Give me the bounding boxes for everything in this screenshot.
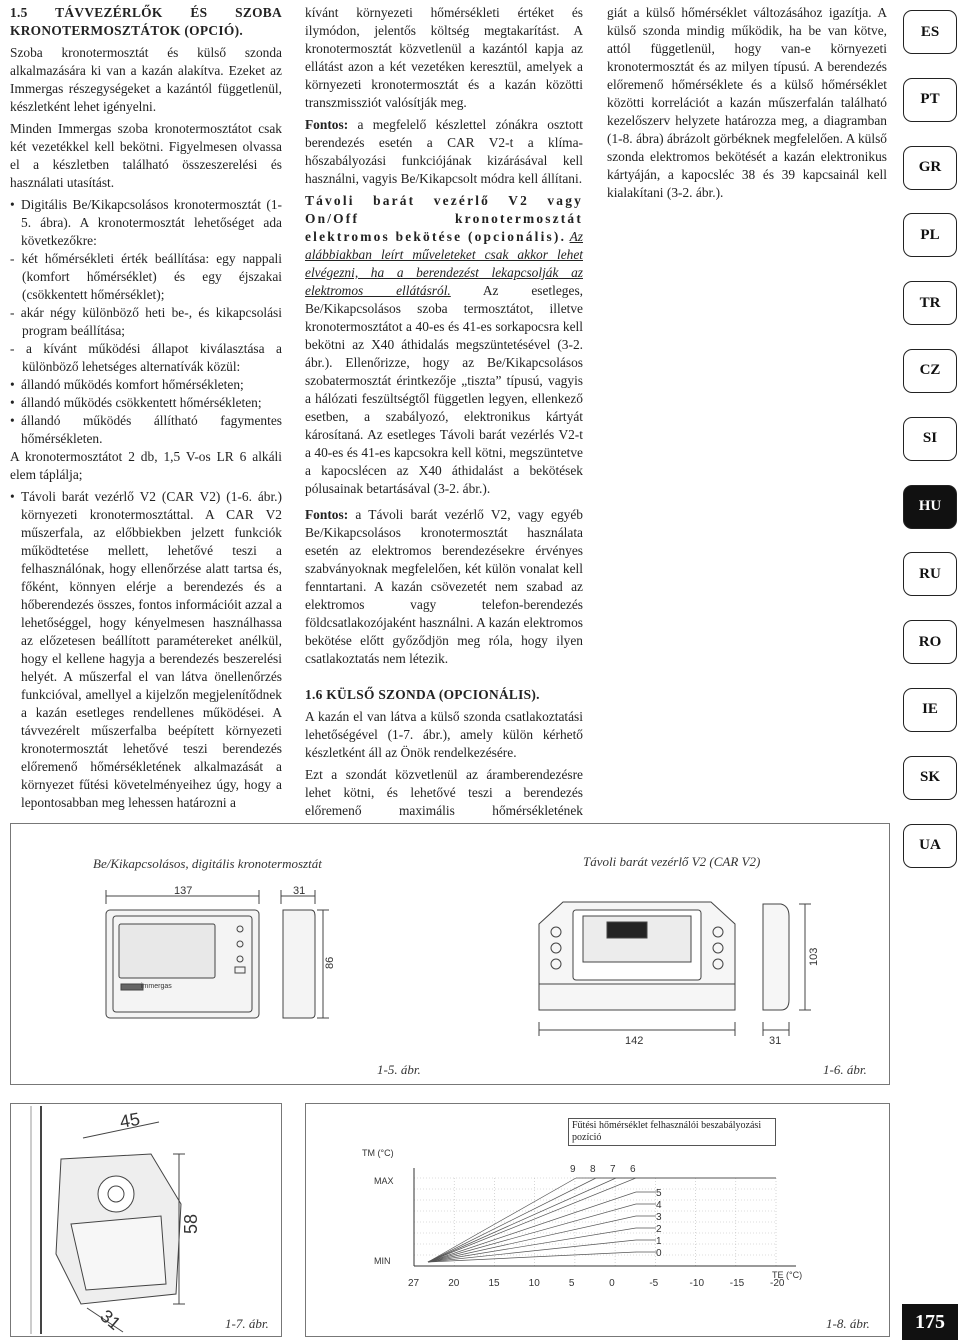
bullet-list <box>10 488 282 812</box>
note-label: Fontos: <box>305 507 349 522</box>
x-tick-label: 10 <box>528 1278 540 1289</box>
curve-label: 6 <box>630 1164 636 1175</box>
curve-line <box>428 1178 616 1262</box>
tab-tr[interactable]: TR <box>903 281 957 325</box>
dash-item: - két hőmérsékleti érték beállítása: egy nappali (komfort hőmérséklet) és egy éjszakai (csökkentett hőmérséklet); <box>10 251 282 302</box>
x-tick-label: -5 <box>649 1278 659 1289</box>
y-axis-label: TM (°C) <box>362 1148 394 1158</box>
note-text: a megfelelő készlettel zónákra osztott berendezés esetén a CAR V2-t a klíma-hőszabályozási funkciójának kizárásával kell használni, vagyis Be/Kikapcsolt módra kell állítani. <box>305 117 583 186</box>
list-item: • Távoli barát vezérlő V2 (CAR V2) (1-6. ábr.) környezeti kronotermosztáttal. A CAR V2 műszerfala, az előbbiekben jelzett funkciók működtetése mellett, lehetővé teszi a felhasználónak, hogy ellenőrzése alatt tartsa és, főként, könnyen elérje a berendezés és a hőberendezés összes, fontos információit azzal a lehetőséggel, hogy kényelmesen használhassa az előzetesen beállított paramétereket anélkül, hogy el kellene hagyja a berendezés beszerelési helyét. A műszerfal el van látva önellenőrzés funkcióval, amellyel a kijelzőn megjelenítődnek a kazán esetleges rendellenes működései. A távvezérelt műszerfalba beépített környezeti kronotermosztát lehetővé teszi berendezés előremenő hőmérsékletének alkalmazását a környezet fűtési követelményeihez úgy, hogy a lepontosabban meg lehessen határozni a <box>10 488 282 812</box>
dimension-31: 31 <box>769 1035 782 1047</box>
brand-logo: immergas <box>141 983 172 990</box>
list-item: • állandó működés komfort hőmérsékleten; <box>10 376 282 394</box>
curve-label: 0 <box>656 1248 662 1259</box>
y-tick-label: MIN <box>374 1256 391 1266</box>
curve-line <box>428 1192 636 1262</box>
external-probe-drawing <box>11 1104 281 1336</box>
tab-ro[interactable]: RO <box>903 620 957 664</box>
dimension-103: 103 <box>808 947 820 966</box>
paragraph: Ezt a szondát közvetlenül az áramberendezésre lehet kötni, és lehetővé teszi a berendezés előremenő maximális hőmérsékletének <box>305 767 583 818</box>
tab-hu[interactable]: HU <box>903 485 957 529</box>
paragraph-text: Az esetleges, Be/Kikapcsolásos szoba termosztátot, illetve kronotermosztátot a 40-es és 41-es sorkapocsra kell bekötni az X40 áthidalás megszüntetésével (3-2. ábr.). Ellenőrizze, hogy az Be/Kikapcsolásos szobatermosztát érintkezője „tiszta” típusú, vagyis a hálózati feszültségtől független legyen, ellenkező esetben, a szabályozó, elektronikus kártyát károsítaná. Az esetleges Távoli barát vezérlés V2-t a 40-es és 41-es kapcsokra kell kötni, megszüntetve a kapocslécen az X40 áthidalást a bekötések pólusainak betartásával (3-2. ábr.). <box>305 283 583 496</box>
column-2 <box>305 4 583 878</box>
tab-sk[interactable]: SK <box>903 756 957 800</box>
column-3 <box>607 4 887 206</box>
dimension-31: 31 <box>96 1305 125 1334</box>
x-tick-label: 27 <box>408 1278 420 1289</box>
x-tick-label: -15 <box>729 1278 745 1289</box>
curve-label: 1 <box>656 1236 662 1247</box>
note-label: Fontos: <box>305 117 349 132</box>
bullet-list <box>10 196 282 250</box>
tab-pl[interactable]: PL <box>903 213 957 257</box>
curve-label: 9 <box>570 1164 576 1175</box>
sub-bullet-list <box>10 376 282 448</box>
section-heading-1-5: 1.5 TÁVVEZÉRLŐK ÉS SZOBA KRONOTERMOSZTÁTOK (OPCIÓ). <box>10 5 282 38</box>
dimension-137: 137 <box>174 885 193 897</box>
figure-caption: 1-5. ábr. <box>377 1062 421 1077</box>
curve-label: 8 <box>590 1164 596 1175</box>
figure-external-probe <box>10 1103 282 1337</box>
chart-title: Fűtési hőmérséklet felhasználói beszabályozási pozíció <box>568 1118 776 1146</box>
list-item: • Digitális Be/Kikapcsolásos kronotermosztát (1-5. ábra). A kronotermosztát lehetőséget ada következőkre: <box>10 196 282 250</box>
curve-label: 2 <box>656 1224 662 1235</box>
x-axis-label: TE (°C) <box>772 1270 803 1280</box>
curve-label: 5 <box>656 1188 662 1199</box>
tab-pt[interactable]: PT <box>903 78 957 122</box>
paragraph: A kazán el van látva a külső szonda csatlakoztatási lehetőségével (1-7. ábr.), amely külön kérhető készletként áll az Önök rendelkezésére. <box>305 709 583 760</box>
figure-caption: 1-8. ábr. <box>826 1316 870 1331</box>
figure-caption: 1-7. ábr. <box>225 1316 269 1331</box>
curve-line <box>428 1178 596 1262</box>
dimension-86: 86 <box>324 956 336 969</box>
dash-item: - a kívánt működési állapot kiválasztása a különböző lehetséges alternatívák közül: <box>10 341 282 374</box>
paragraph: giát a külső hőmérséklet változásához igazítja. A külső szonda mindig működik, ha be van kötve, attól függetlenül, hogy van-e környezeti kronotermosztát és az milyen típusú. A berendezés előremenő hőmérséklete és a külső hőmérséklet közötti korrelációt a kazán műszerfalán található kezelőszerv helyzete határozza meg, a diagramban (1-8. ábra) ábrázolt görbéknek megfelelően. A külső szonda elektromos bekötését a kazán elektronikus kártyáján, a kapocsléc 38 és 39 kapcsainál kell kialakítani (3-2. ábr.). <box>607 5 887 200</box>
thermostat-drawings <box>11 824 889 1084</box>
figure-title-right: Távoli barát vezérlő V2 (CAR V2) <box>583 854 761 869</box>
paragraph <box>305 116 583 188</box>
x-tick-label: 5 <box>568 1278 575 1289</box>
tab-ru[interactable]: RU <box>903 552 957 596</box>
paragraph <box>305 506 583 668</box>
bold-heading: Távoli barát vezérlő V2 vagy On/Off kronotermosztát elektromos bekötése (opcionális). <box>305 193 583 244</box>
warning-text: Az alábbiakban leírt műveleteket csak akkor lehet elvégezni, ha a berendezést lekapcsolják az elektromos ellátásról. <box>305 229 583 298</box>
tab-ua[interactable]: UA <box>903 824 957 868</box>
figure-title-left: Be/Kikapcsolásos, digitális kronotermosztát <box>93 856 322 871</box>
language-tabs <box>903 10 959 891</box>
paragraph: Szoba kronotermosztát és külső szonda alkalmazására ki van a kazán alakítva. Ezeket az Immergas részegységeket a kazántól függetlenül, készletként lehet igényelni. <box>10 45 282 114</box>
dimension-45: 45 <box>118 1108 142 1132</box>
note-text: a Távoli barát vezérlő V2, vagy egyéb Be/Kikapcsolásos kronotermosztát használata esetén az elektromos berendezésekre érvényes szabványoknak megfelelően, két külön vonalat kell fenntartani. A kazán csövezetét nem szabad az elektromos vagy telefon-berendezés földcsatlakozójaként használni. A kazán elektromos bekötése előtt győződjön meg róla, hogy ilyen csatlakoztatás nem létezik. <box>305 507 583 666</box>
x-tick-label: -20 <box>770 1278 785 1289</box>
curve-label: 7 <box>610 1164 616 1175</box>
curve-line <box>428 1240 636 1262</box>
tab-es[interactable]: ES <box>903 10 957 54</box>
dimension-142: 142 <box>625 1035 644 1047</box>
section-heading-1-6: 1.6 KÜLSŐ SZONDA (OPCIONÁLIS). <box>305 687 540 702</box>
figure-curve-chart <box>305 1103 890 1337</box>
tab-cz[interactable]: CZ <box>903 349 957 393</box>
paragraph <box>305 192 583 498</box>
dash-item: - akár négy különböző heti be-, és kikapcsolási program beállítása; <box>10 305 282 338</box>
paragraph: Minden Immergas szoba kronotermosztátot csak két vezetékkel kell bekötni. Figyelmesen olvassa el a készletben található összeszerelési és használati utasítást. <box>10 121 282 190</box>
tab-gr[interactable]: GR <box>903 146 957 190</box>
curve-label: 4 <box>656 1200 662 1211</box>
list-item: • állandó működés csökkentett hőmérsékleten; <box>10 394 282 412</box>
dimension-31: 31 <box>293 885 306 897</box>
x-tick-label: 20 <box>448 1278 460 1289</box>
tab-si[interactable]: SI <box>903 417 957 461</box>
column-1 <box>10 4 282 812</box>
list-item: • állandó működés állítható fagymentes hőmérsékleten. <box>10 412 282 448</box>
paragraph: A kronotermosztátot 2 db, 1,5 V-os LR 6 alkáli elem táplálja; <box>10 449 282 482</box>
figure-thermostats <box>10 823 890 1085</box>
dimension-58: 58 <box>181 1213 201 1234</box>
figure-caption: 1-6. ábr. <box>823 1062 867 1077</box>
y-tick-label: MAX <box>374 1176 394 1186</box>
x-tick-label: 15 <box>488 1278 500 1289</box>
tab-ie[interactable]: IE <box>903 688 957 732</box>
curve-label: 3 <box>656 1212 662 1223</box>
curve-line <box>428 1178 636 1262</box>
page-number: 175 <box>902 1304 958 1340</box>
x-tick-label: 0 <box>609 1278 615 1289</box>
x-tick-label: -10 <box>689 1278 705 1289</box>
paragraph: kívánt környezeti hőmérsékleti értéket és ilymódon, jelentős költség megtakarítást. A kronotermosztát közvetlenül a kazántól kapja az ellátást azon a két vezetéken keresztül, amelyek a környezeti kronotermosztát és a kazán közötti transzmissziót valósítják meg. <box>305 5 583 110</box>
